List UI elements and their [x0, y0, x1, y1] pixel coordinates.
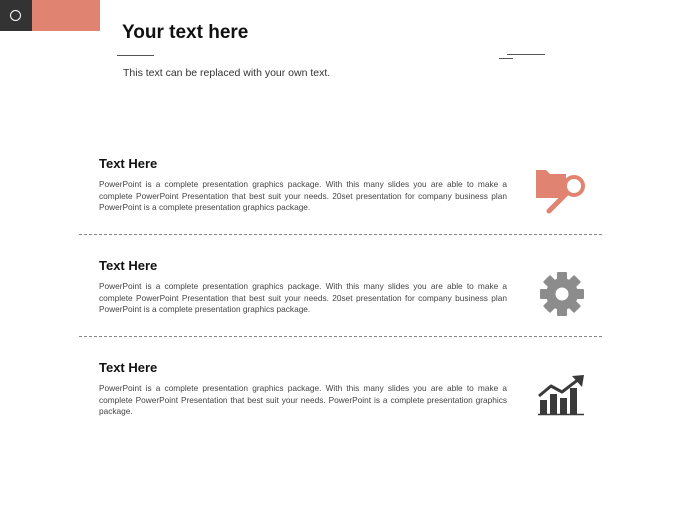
corner-block-dark — [0, 0, 32, 31]
list-item — [99, 156, 519, 214]
title-rule-left — [117, 55, 154, 56]
growth-chart-icon — [538, 374, 586, 416]
list-item — [99, 258, 519, 316]
item-heading: Text Here — [99, 258, 158, 273]
title-rule-right — [507, 54, 545, 55]
folder-search-icon — [534, 166, 588, 216]
page-subtitle: This text can be replaced with your own text. — [123, 67, 331, 79]
gear-icon — [539, 271, 585, 317]
item-body: PowerPoint is a complete presentation graphics package. With this many slides you are able to make a complete PowerPoint Presentation that best suit your needs. 20set presentation for company business plan PowerPoint is a complete presentation graphics package. — [99, 281, 507, 314]
divider — [79, 234, 602, 235]
item-body: PowerPoint is a complete presentation graphics package. With this many slides you are able to make a complete PowerPoint Presentation that best suit your needs. 20set presentation for company business plan PowerPoint is a complete presentation graphics package. — [99, 179, 507, 212]
item-heading: Text Here — [99, 360, 158, 375]
item-heading: Text Here — [99, 156, 158, 171]
title-rule-right-short — [499, 58, 513, 59]
list-item — [99, 360, 519, 418]
item-body: PowerPoint is a complete presentation graphics package. With this many slides you are able to make a complete PowerPoint Presentation that best suit your needs. PowerPoint is a complete presentation graphics package. — [99, 383, 507, 416]
page-title: Your text here — [122, 22, 249, 43]
divider — [79, 336, 602, 337]
circle-icon — [10, 10, 21, 21]
corner-block-accent — [32, 0, 100, 31]
